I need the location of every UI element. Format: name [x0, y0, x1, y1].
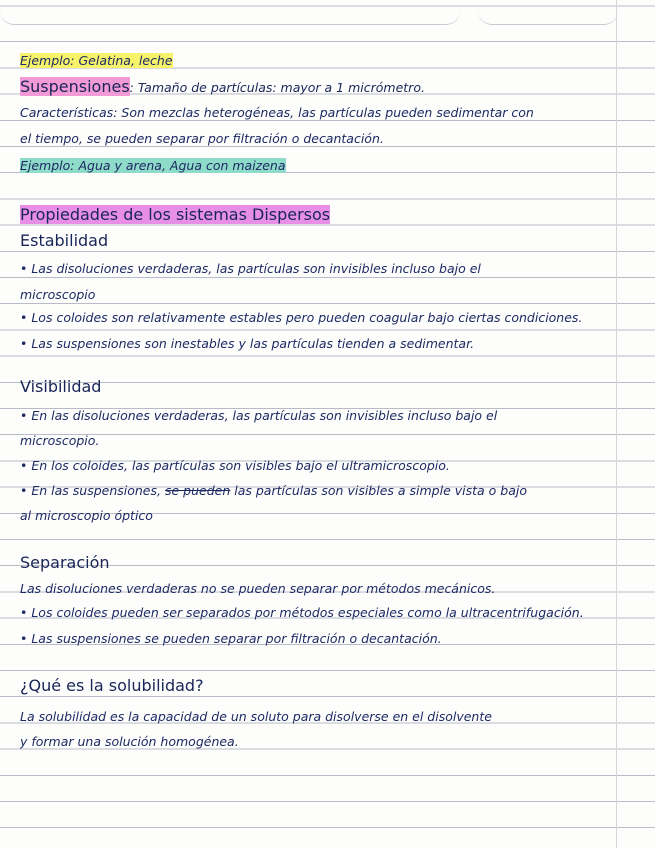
visibility-bullet-1-cont: microscopio.	[20, 433, 100, 448]
stability-bullet-1: • Las disoluciones verdaderas, las partículas son invisibles incluso bajo el	[20, 261, 481, 276]
characteristics-line: Características: Son mezclas heterogéneas, las partículas pueden sedimentar con	[20, 105, 534, 120]
visibility-bullet-3: • En las suspensiones, se pueden las partículas son visibles a simple vista o bajo	[20, 483, 528, 498]
solubility-definition-cont: y formar una solución homogénea.	[20, 734, 239, 749]
separation-bullet-2: • Los coloides pueden ser separados por métodos especiales como la ultracentrifugación.	[20, 605, 584, 620]
characteristics-line-2: el tiempo, se pueden separar por filtración o decantación.	[20, 131, 384, 146]
visibility-bullet-3-cont: al microscopio óptico	[20, 508, 153, 523]
stability-bullet-3: • Las suspensiones son inestables y las partículas tienden a sedimentar.	[20, 336, 475, 351]
visibility-bullet-2: • En los coloides, las partículas son visibles bajo el ultramicroscopio.	[20, 458, 450, 473]
separation-bullet-3: • Las suspensiones se pueden separar por filtración o decantación.	[20, 631, 442, 646]
separation-bullet-1: Las disoluciones verdaderas no se pueden separar por métodos mecánicos.	[20, 581, 496, 596]
stability-bullet-1-cont: microscopio	[20, 287, 96, 302]
section-heading-properties: Propiedades de los sistemas Dispersos	[20, 205, 331, 224]
solubility-definition: La solubilidad es la capacidad de un soluto para disolverse en el disolvente	[20, 709, 492, 724]
stability-bullet-2: • Los coloides son relativamente estables pero pueden coagular bajo ciertas condiciones.	[20, 310, 583, 325]
subheading-stability: Estabilidad	[20, 231, 109, 250]
suspensions-line: Suspensiones: Tamaño de partículas: mayor a 1 micrómetro.	[20, 77, 425, 96]
example-line-colloids: Ejemplo: Gelatina, leche	[20, 53, 173, 68]
subheading-visibility: Visibilidad	[20, 377, 102, 396]
page-top-edge-right	[478, 0, 618, 25]
page-top-edge	[0, 0, 460, 25]
subheading-separation: Separación	[20, 553, 110, 572]
example-line-suspensions: Ejemplo: Agua y arena, Agua con maizena	[20, 158, 286, 173]
subheading-solubility: ¿Qué es la solubilidad?	[20, 676, 204, 695]
visibility-bullet-1: • En las disoluciones verdaderas, las partículas son invisibles incluso bajo el	[20, 408, 498, 423]
